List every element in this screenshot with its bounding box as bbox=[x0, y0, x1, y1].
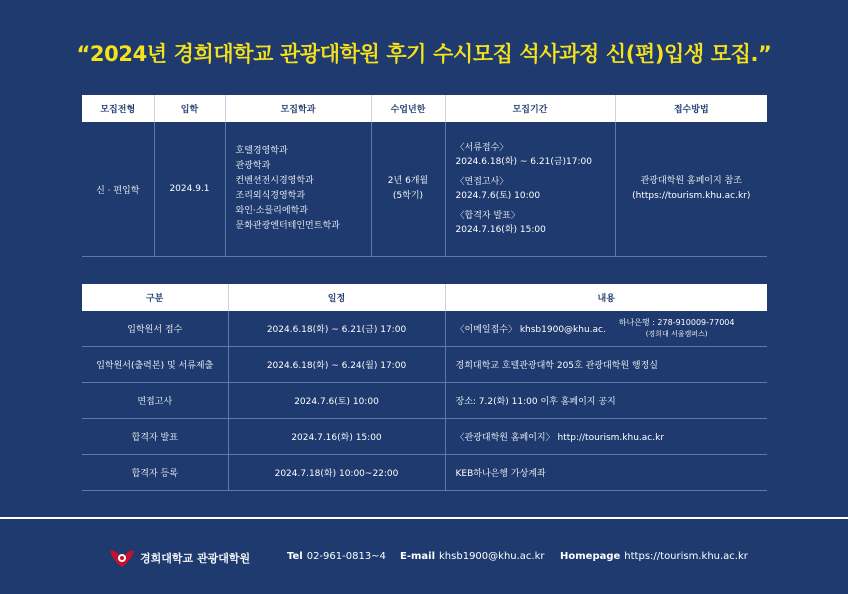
period-doc-date: 2024.6.18(화) ~ 6.21(금)17:00 bbox=[455, 157, 592, 167]
bank-account-note: (경희대 서울캠퍼스) bbox=[645, 330, 708, 338]
table-row bbox=[82, 311, 767, 347]
method-url[interactable]: (https://tourism.khu.ac.kr) bbox=[632, 191, 751, 201]
period-interview-date: 2024.7.6(토) 10:00 bbox=[455, 191, 541, 201]
study-duration bbox=[371, 122, 445, 257]
schedule-table bbox=[82, 284, 767, 491]
row-schedule: 2024.7.18(화) 10:00~22:00 bbox=[228, 455, 445, 491]
university-logo-icon bbox=[108, 547, 136, 569]
bank-account-info bbox=[619, 317, 735, 340]
list-item: 호텔경영학과 bbox=[235, 146, 288, 156]
header-admission: 입학 bbox=[154, 95, 225, 122]
footer-tel bbox=[287, 551, 386, 562]
period-result-date: 2024.7.16(화) 15:00 bbox=[455, 225, 546, 235]
list-item: 조리외식경영학과 bbox=[235, 191, 306, 201]
row-category: 입학원서 접수 bbox=[82, 311, 228, 347]
period-interview-label: 〈면접고사〉 bbox=[455, 177, 509, 187]
row-content: 장소: 7.2(화) 11:00 이후 홈페이지 공지 bbox=[445, 383, 767, 419]
method-text: 관광대학원 홈페이지 참조 bbox=[640, 176, 742, 186]
footer-email bbox=[400, 551, 545, 562]
list-item: 컨벤션전시경영학과 bbox=[235, 176, 314, 186]
table-header-row bbox=[82, 95, 767, 122]
list-item: 문화관광엔터테인먼트학과 bbox=[235, 221, 340, 231]
department-list bbox=[225, 122, 371, 257]
table-row bbox=[82, 419, 767, 455]
row-schedule: 2024.6.18(화) ~ 6.24(월) 17:00 bbox=[228, 347, 445, 383]
table-row bbox=[82, 383, 767, 419]
row-content: KEB하나은행 가상계좌 bbox=[445, 455, 767, 491]
tel-label: Tel bbox=[287, 551, 303, 562]
row-content bbox=[445, 311, 767, 347]
row-schedule: 2024.7.16(화) 15:00 bbox=[228, 419, 445, 455]
row-content: 경희대학교 호텔관광대학 205호 관광대학원 행정실 bbox=[445, 347, 767, 383]
admission-type: 신 · 편입학 bbox=[82, 122, 154, 257]
row-schedule: 2024.7.6(토) 10:00 bbox=[228, 383, 445, 419]
header-content: 내용 bbox=[445, 284, 767, 311]
page-title: “2024년 경희대학교 관광대학원 후기 수시모집 석사과정 신(편)입생 모집.” bbox=[76, 42, 772, 66]
bank-account: 하나은행 : 278-910009-77004 bbox=[618, 318, 735, 327]
table-row bbox=[82, 122, 767, 257]
footer-homepage bbox=[560, 551, 748, 562]
application-period bbox=[445, 122, 615, 257]
header-departments: 모집학과 bbox=[225, 95, 371, 122]
application-method bbox=[615, 122, 767, 257]
homepage-label: Homepage bbox=[560, 551, 621, 562]
header-method: 접수방법 bbox=[615, 95, 767, 122]
header-period: 모집기간 bbox=[445, 95, 615, 122]
footer-divider bbox=[0, 517, 848, 519]
row-schedule: 2024.6.18(화) ~ 6.21(금) 17:00 bbox=[228, 311, 445, 347]
list-item: 와인·소믈리에학과 bbox=[235, 206, 308, 216]
duration-semesters: (5학기) bbox=[392, 191, 424, 201]
list-item: 관광학과 bbox=[235, 161, 271, 171]
table-row bbox=[82, 455, 767, 491]
footer bbox=[0, 547, 848, 571]
email-submission: 〈이메일접수〉 khsb1900@khu.ac. bbox=[455, 325, 606, 335]
period-result-label: 〈합격자 발표〉 bbox=[455, 211, 520, 221]
header-schedule: 일정 bbox=[228, 284, 445, 311]
row-category: 합격자 등록 bbox=[82, 455, 228, 491]
row-content: 〈관광대학원 홈페이지〉 http://tourism.khu.ac.kr bbox=[445, 419, 767, 455]
header-type: 모집전형 bbox=[82, 95, 154, 122]
admission-date: 2024.9.1 bbox=[154, 122, 225, 257]
footer-brand: 경희대학교 관광대학원 bbox=[140, 552, 251, 565]
row-category: 합격자 발표 bbox=[82, 419, 228, 455]
duration-years: 2년 6개월 bbox=[387, 176, 429, 186]
homepage-value[interactable]: https://tourism.khu.ac.kr bbox=[624, 551, 748, 562]
header-category: 구분 bbox=[82, 284, 228, 311]
period-doc-label: 〈서류접수〉 bbox=[455, 143, 509, 153]
email-label: E-mail bbox=[400, 551, 436, 562]
table-header-row bbox=[82, 284, 767, 311]
row-category: 면접고사 bbox=[82, 383, 228, 419]
email-value[interactable]: khsb1900@khu.ac.kr bbox=[439, 551, 545, 562]
row-category: 입학원서(출력본) 및 서류제출 bbox=[82, 347, 228, 383]
tel-value[interactable]: 02-961-0813~4 bbox=[306, 551, 386, 562]
header-duration: 수업년한 bbox=[371, 95, 445, 122]
admission-info-table bbox=[82, 95, 767, 257]
table-row bbox=[82, 347, 767, 383]
